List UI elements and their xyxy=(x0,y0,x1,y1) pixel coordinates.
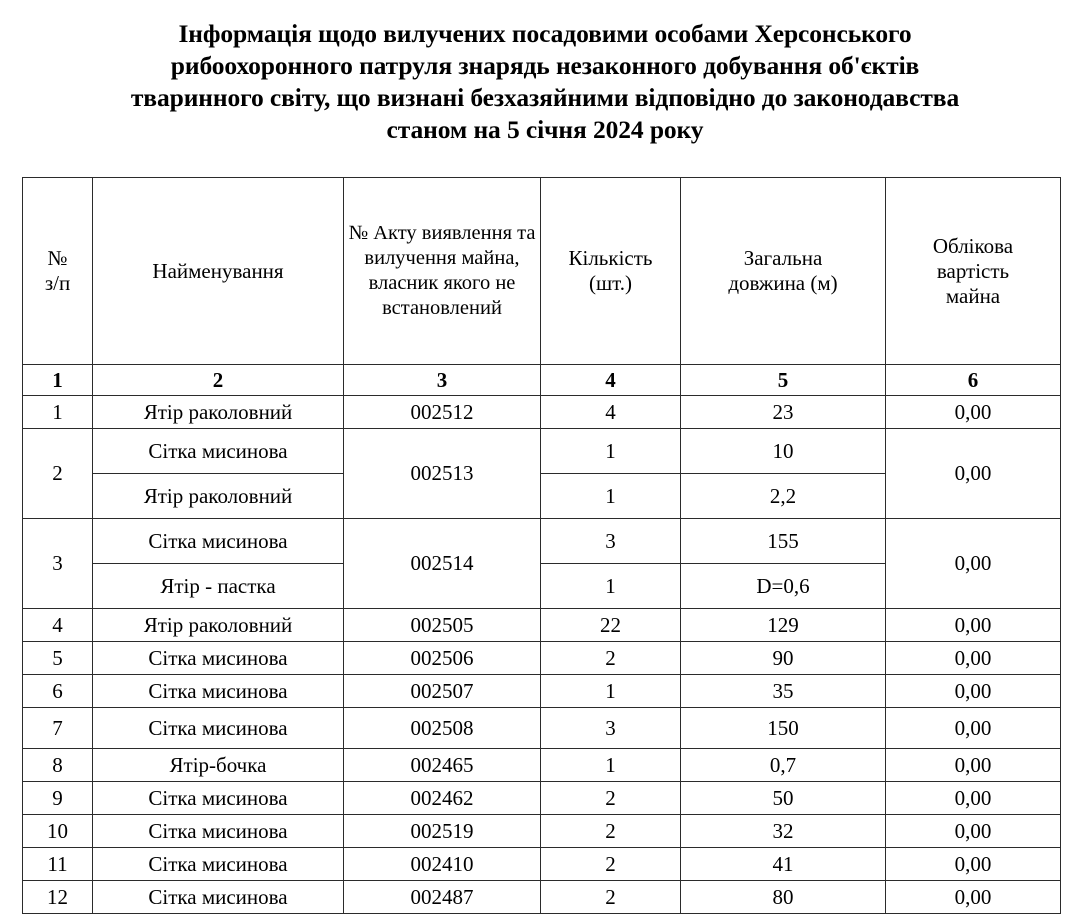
cell-quantity: 3 xyxy=(541,519,681,564)
table-header xyxy=(23,178,1061,396)
column-number-4: 4 xyxy=(541,365,681,396)
cell-item-name: Сітка мисинова xyxy=(93,519,344,564)
cell-total-length: 2,2 xyxy=(681,474,886,519)
table-row xyxy=(23,519,1061,564)
cell-quantity: 2 xyxy=(541,815,681,848)
cell-row-number: 6 xyxy=(23,675,93,708)
cell-row-number: 10 xyxy=(23,815,93,848)
cell-row-number: 12 xyxy=(23,881,93,914)
column-number-row xyxy=(23,365,1061,396)
cell-item-name: Ятір раколовний xyxy=(93,474,344,519)
cell-total-length: 23 xyxy=(681,396,886,429)
column-header-book-value-line-2: вартість xyxy=(936,258,1010,283)
cell-total-length: 150 xyxy=(681,708,886,749)
column-header-name: Найменування xyxy=(93,178,344,365)
column-header-quantity-line-2: (шт.) xyxy=(588,271,632,295)
column-header-number xyxy=(23,178,93,365)
cell-item-name: Сітка мисинова xyxy=(93,708,344,749)
cell-row-number: 9 xyxy=(23,782,93,815)
cell-quantity: 22 xyxy=(541,609,681,642)
cell-book-value: 0,00 xyxy=(886,396,1061,429)
table-row xyxy=(23,429,1061,474)
column-header-act-number: № Акту виявлення та вилучення майна, власник якого не встановлений xyxy=(344,178,541,365)
cell-book-value: 0,00 xyxy=(886,708,1061,749)
cell-book-value: 0,00 xyxy=(886,815,1061,848)
column-header-quantity-line-1: Кількість xyxy=(568,246,653,270)
column-header-total-length xyxy=(681,178,886,365)
cell-book-value: 0,00 xyxy=(886,609,1061,642)
column-header-book-value-line-1: Облікова xyxy=(932,233,1014,258)
cell-act-number: 002462 xyxy=(344,782,541,815)
report-table-container xyxy=(22,177,1060,914)
cell-item-name: Сітка мисинова xyxy=(93,675,344,708)
cell-book-value: 0,00 xyxy=(886,675,1061,708)
cell-quantity: 2 xyxy=(541,782,681,815)
table-row xyxy=(23,642,1061,675)
cell-quantity: 2 xyxy=(541,848,681,881)
table-row xyxy=(23,782,1061,815)
cell-quantity: 2 xyxy=(541,881,681,914)
cell-row-number: 11 xyxy=(23,848,93,881)
column-header-quantity xyxy=(541,178,681,365)
cell-total-length: 0,7 xyxy=(681,749,886,782)
page-title xyxy=(0,0,1090,146)
cell-row-number: 2 xyxy=(23,429,93,519)
cell-act-number: 002514 xyxy=(344,519,541,609)
cell-item-name: Сітка мисинова xyxy=(93,429,344,474)
table-row xyxy=(23,708,1061,749)
cell-act-number: 002512 xyxy=(344,396,541,429)
cell-total-length: 155 xyxy=(681,519,886,564)
cell-act-number: 002508 xyxy=(344,708,541,749)
cell-item-name: Сітка мисинова xyxy=(93,848,344,881)
table-row xyxy=(23,848,1061,881)
cell-act-number: 002487 xyxy=(344,881,541,914)
cell-total-length: 32 xyxy=(681,815,886,848)
column-header-number-line-1: № xyxy=(47,246,68,270)
cell-row-number: 5 xyxy=(23,642,93,675)
cell-quantity: 1 xyxy=(541,675,681,708)
cell-total-length: 41 xyxy=(681,848,886,881)
column-number-6: 6 xyxy=(886,365,1061,396)
cell-total-length: 90 xyxy=(681,642,886,675)
column-header-number-line-2: з/п xyxy=(44,271,71,295)
cell-quantity: 4 xyxy=(541,396,681,429)
cell-item-name: Ятір раколовний xyxy=(93,609,344,642)
cell-act-number: 002519 xyxy=(344,815,541,848)
cell-item-name: Ятір-бочка xyxy=(93,749,344,782)
cell-book-value: 0,00 xyxy=(886,881,1061,914)
cell-quantity: 1 xyxy=(541,474,681,519)
cell-act-number: 002507 xyxy=(344,675,541,708)
cell-item-name: Сітка мисинова xyxy=(93,881,344,914)
cell-total-length: 129 xyxy=(681,609,886,642)
table-header-row xyxy=(23,178,1061,365)
seized-gear-table xyxy=(22,177,1061,914)
cell-row-number: 8 xyxy=(23,749,93,782)
cell-row-number: 7 xyxy=(23,708,93,749)
cell-row-number: 4 xyxy=(23,609,93,642)
cell-quantity: 1 xyxy=(541,749,681,782)
page-title-line-3: тваринного світу, що визнані безхазяйними відповідно до законодавства xyxy=(130,83,960,112)
table-row xyxy=(23,881,1061,914)
table-row xyxy=(23,815,1061,848)
page-title-line-1: Інформація щодо вилучених посадовими особами Херсонського xyxy=(178,19,912,48)
cell-book-value: 0,00 xyxy=(886,429,1061,519)
cell-total-length: D=0,6 xyxy=(681,564,886,609)
cell-item-name: Ятір раколовний xyxy=(93,396,344,429)
column-header-total-length-line-2: довжина (м) xyxy=(728,271,838,295)
column-header-total-length-line-1: Загальна xyxy=(743,246,823,270)
cell-total-length: 35 xyxy=(681,675,886,708)
cell-total-length: 50 xyxy=(681,782,886,815)
cell-book-value: 0,00 xyxy=(886,782,1061,815)
cell-quantity: 1 xyxy=(541,429,681,474)
column-number-5: 5 xyxy=(681,365,886,396)
cell-item-name: Сітка мисинова xyxy=(93,642,344,675)
column-number-1: 1 xyxy=(23,365,93,396)
cell-quantity: 1 xyxy=(541,564,681,609)
cell-act-number: 002505 xyxy=(344,609,541,642)
cell-total-length: 80 xyxy=(681,881,886,914)
cell-item-name: Сітка мисинова xyxy=(93,815,344,848)
table-row xyxy=(23,749,1061,782)
table-row xyxy=(23,396,1061,429)
cell-item-name: Ятір - пастка xyxy=(93,564,344,609)
cell-act-number: 002465 xyxy=(344,749,541,782)
cell-total-length: 10 xyxy=(681,429,886,474)
cell-row-number: 3 xyxy=(23,519,93,609)
cell-quantity: 2 xyxy=(541,642,681,675)
cell-act-number: 002410 xyxy=(344,848,541,881)
cell-act-number: 002506 xyxy=(344,642,541,675)
cell-book-value: 0,00 xyxy=(886,519,1061,609)
cell-quantity: 3 xyxy=(541,708,681,749)
cell-act-number: 002513 xyxy=(344,429,541,519)
cell-book-value: 0,00 xyxy=(886,642,1061,675)
cell-row-number: 1 xyxy=(23,396,93,429)
cell-book-value: 0,00 xyxy=(886,749,1061,782)
column-header-book-value-line-3: майна xyxy=(945,283,1001,308)
page-title-line-4: станом на 5 січня 2024 року xyxy=(386,115,704,144)
table-body xyxy=(23,396,1061,914)
table-row xyxy=(23,609,1061,642)
table-row xyxy=(23,675,1061,708)
page-title-line-2: рибоохоронного патруля знарядь незаконного добування об'єктів xyxy=(170,51,920,80)
column-number-2: 2 xyxy=(93,365,344,396)
cell-item-name: Сітка мисинова xyxy=(93,782,344,815)
column-number-3: 3 xyxy=(344,365,541,396)
column-header-book-value xyxy=(886,178,1061,365)
cell-book-value: 0,00 xyxy=(886,848,1061,881)
